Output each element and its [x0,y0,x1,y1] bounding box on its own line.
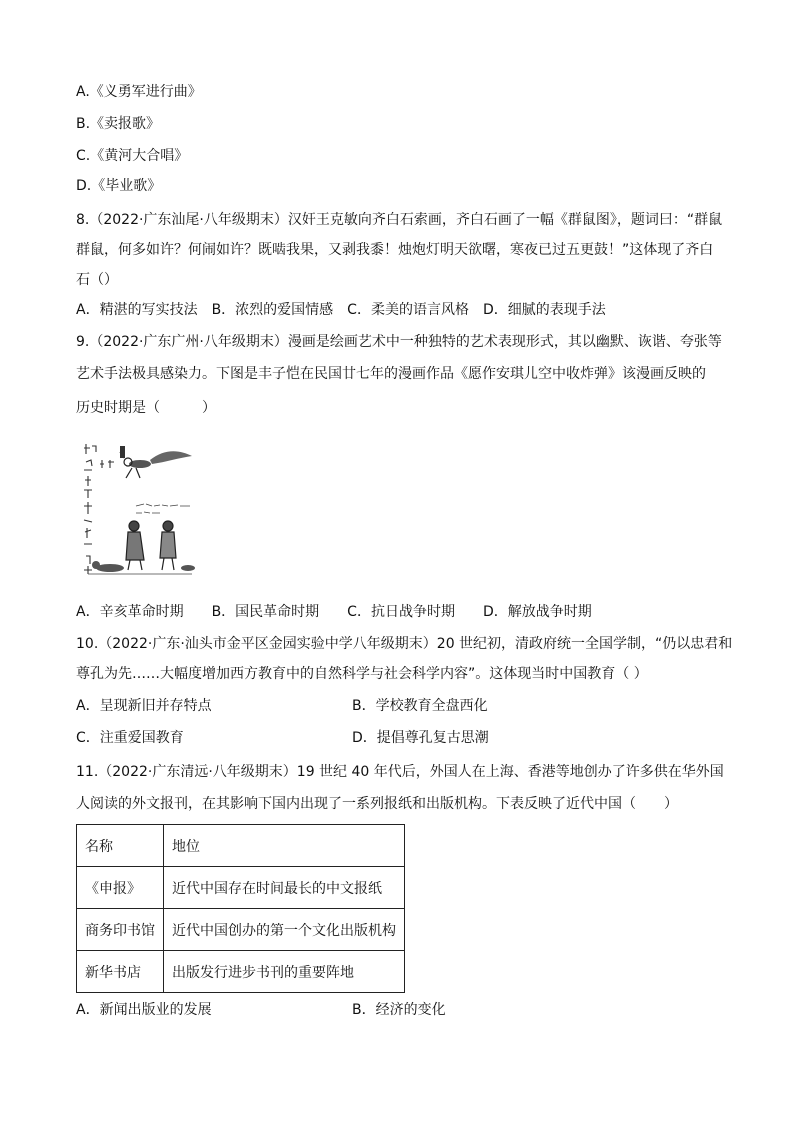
q11-option-b: B．经济的变化 [352,1002,446,1018]
q8-stem-line-3: 石（） [76,272,118,288]
q11-table [76,824,405,993]
q11-stem-line-1: 11.（2022·广东清远·八年级期末）19 世纪 40 年代后，外国人在上海、香港等地创办了许多供在华外国 [76,764,724,780]
q10-option-d: D．提倡尊孔复古思潮 [352,730,489,746]
q9-stem-line-3: 历史时期是（ ） [76,400,216,416]
q9-options: A．辛亥革命时期 B．国民革命时期 C．抗日战争时期 D．解放战争时期 [76,604,592,620]
q8-stem-line-2: 群鼠，何多如许？何闹如许？既啮我果，又剥我黍！烛炮灯明天欲曙，寒夜已过五更鼓！”这体现了齐白 [76,242,714,258]
q9-stem-line-1: 9.（2022·广东广州·八年级期末）漫画是绘画艺术中一种独特的艺术表现形式，其以幽默、诙谐、夸张等 [76,334,722,350]
cartoon-illustration [80,440,195,580]
q11-option-a: A．新闻出版业的发展 [76,1002,212,1018]
table-header-cell: 地位 [164,825,405,867]
q8-stem-line-1: 8.（2022·广东汕尾·八年级期末）汉奸王克敏向齐白石索画，齐白石画了一幅《群鼠图》，题词曰：“群鼠 [76,212,723,228]
q7-option-b: B.《卖报歌》 [76,116,161,132]
q9-stem-line-2: 艺术手法极具感染力。下图是丰子恺在民国廿七年的漫画作品《愿作安琪儿空中收炸弹》该漫画反映的 [76,366,706,382]
q7-option-c: C.《黄河大合唱》 [76,148,189,164]
table-row [77,909,405,951]
q10-option-c: C．注重爱国教育 [76,730,184,746]
table-cell: 近代中国创办的第一个文化出版机构 [164,909,405,951]
q10-option-a: A．呈现新旧并存特点 [76,698,212,714]
table-cell: 商务印书馆 [77,909,164,951]
q7-option-d: D.《毕业歌》 [76,178,162,194]
q10-stem-line-2: 尊孔为先……大幅度增加西方教育中的自然科学与社会科学内容”。这体现当时中国教育（ ） [76,666,648,682]
table-header-cell: 名称 [77,825,164,867]
q8-options: A．精湛的写实技法 B．浓烈的爱国情感 C．柔美的语言风格 D．细腻的表现手法 [76,302,606,318]
table-row [77,951,405,993]
table-cell: 近代中国存在时间最长的中文报纸 [164,867,405,909]
q11-stem-line-2: 人阅读的外文报刊，在其影响下国内出现了一系列报纸和出版机构。下表反映了近代中国（ ） [76,796,678,812]
table-row [77,867,405,909]
table-cell: 《申报》 [77,867,164,909]
table-header-row [77,825,405,867]
table-cell: 出版发行进步书刊的重要阵地 [164,951,405,993]
q10-stem-line-1: 10.（2022·广东·汕头市金平区金园实验中学八年级期末）20 世纪初，清政府统一全国学制，“仍以忠君和 [76,636,733,652]
table-cell: 新华书店 [77,951,164,993]
q10-option-b: B．学校教育全盘西化 [352,698,488,714]
q7-option-a: A.《义勇军进行曲》 [76,84,202,100]
